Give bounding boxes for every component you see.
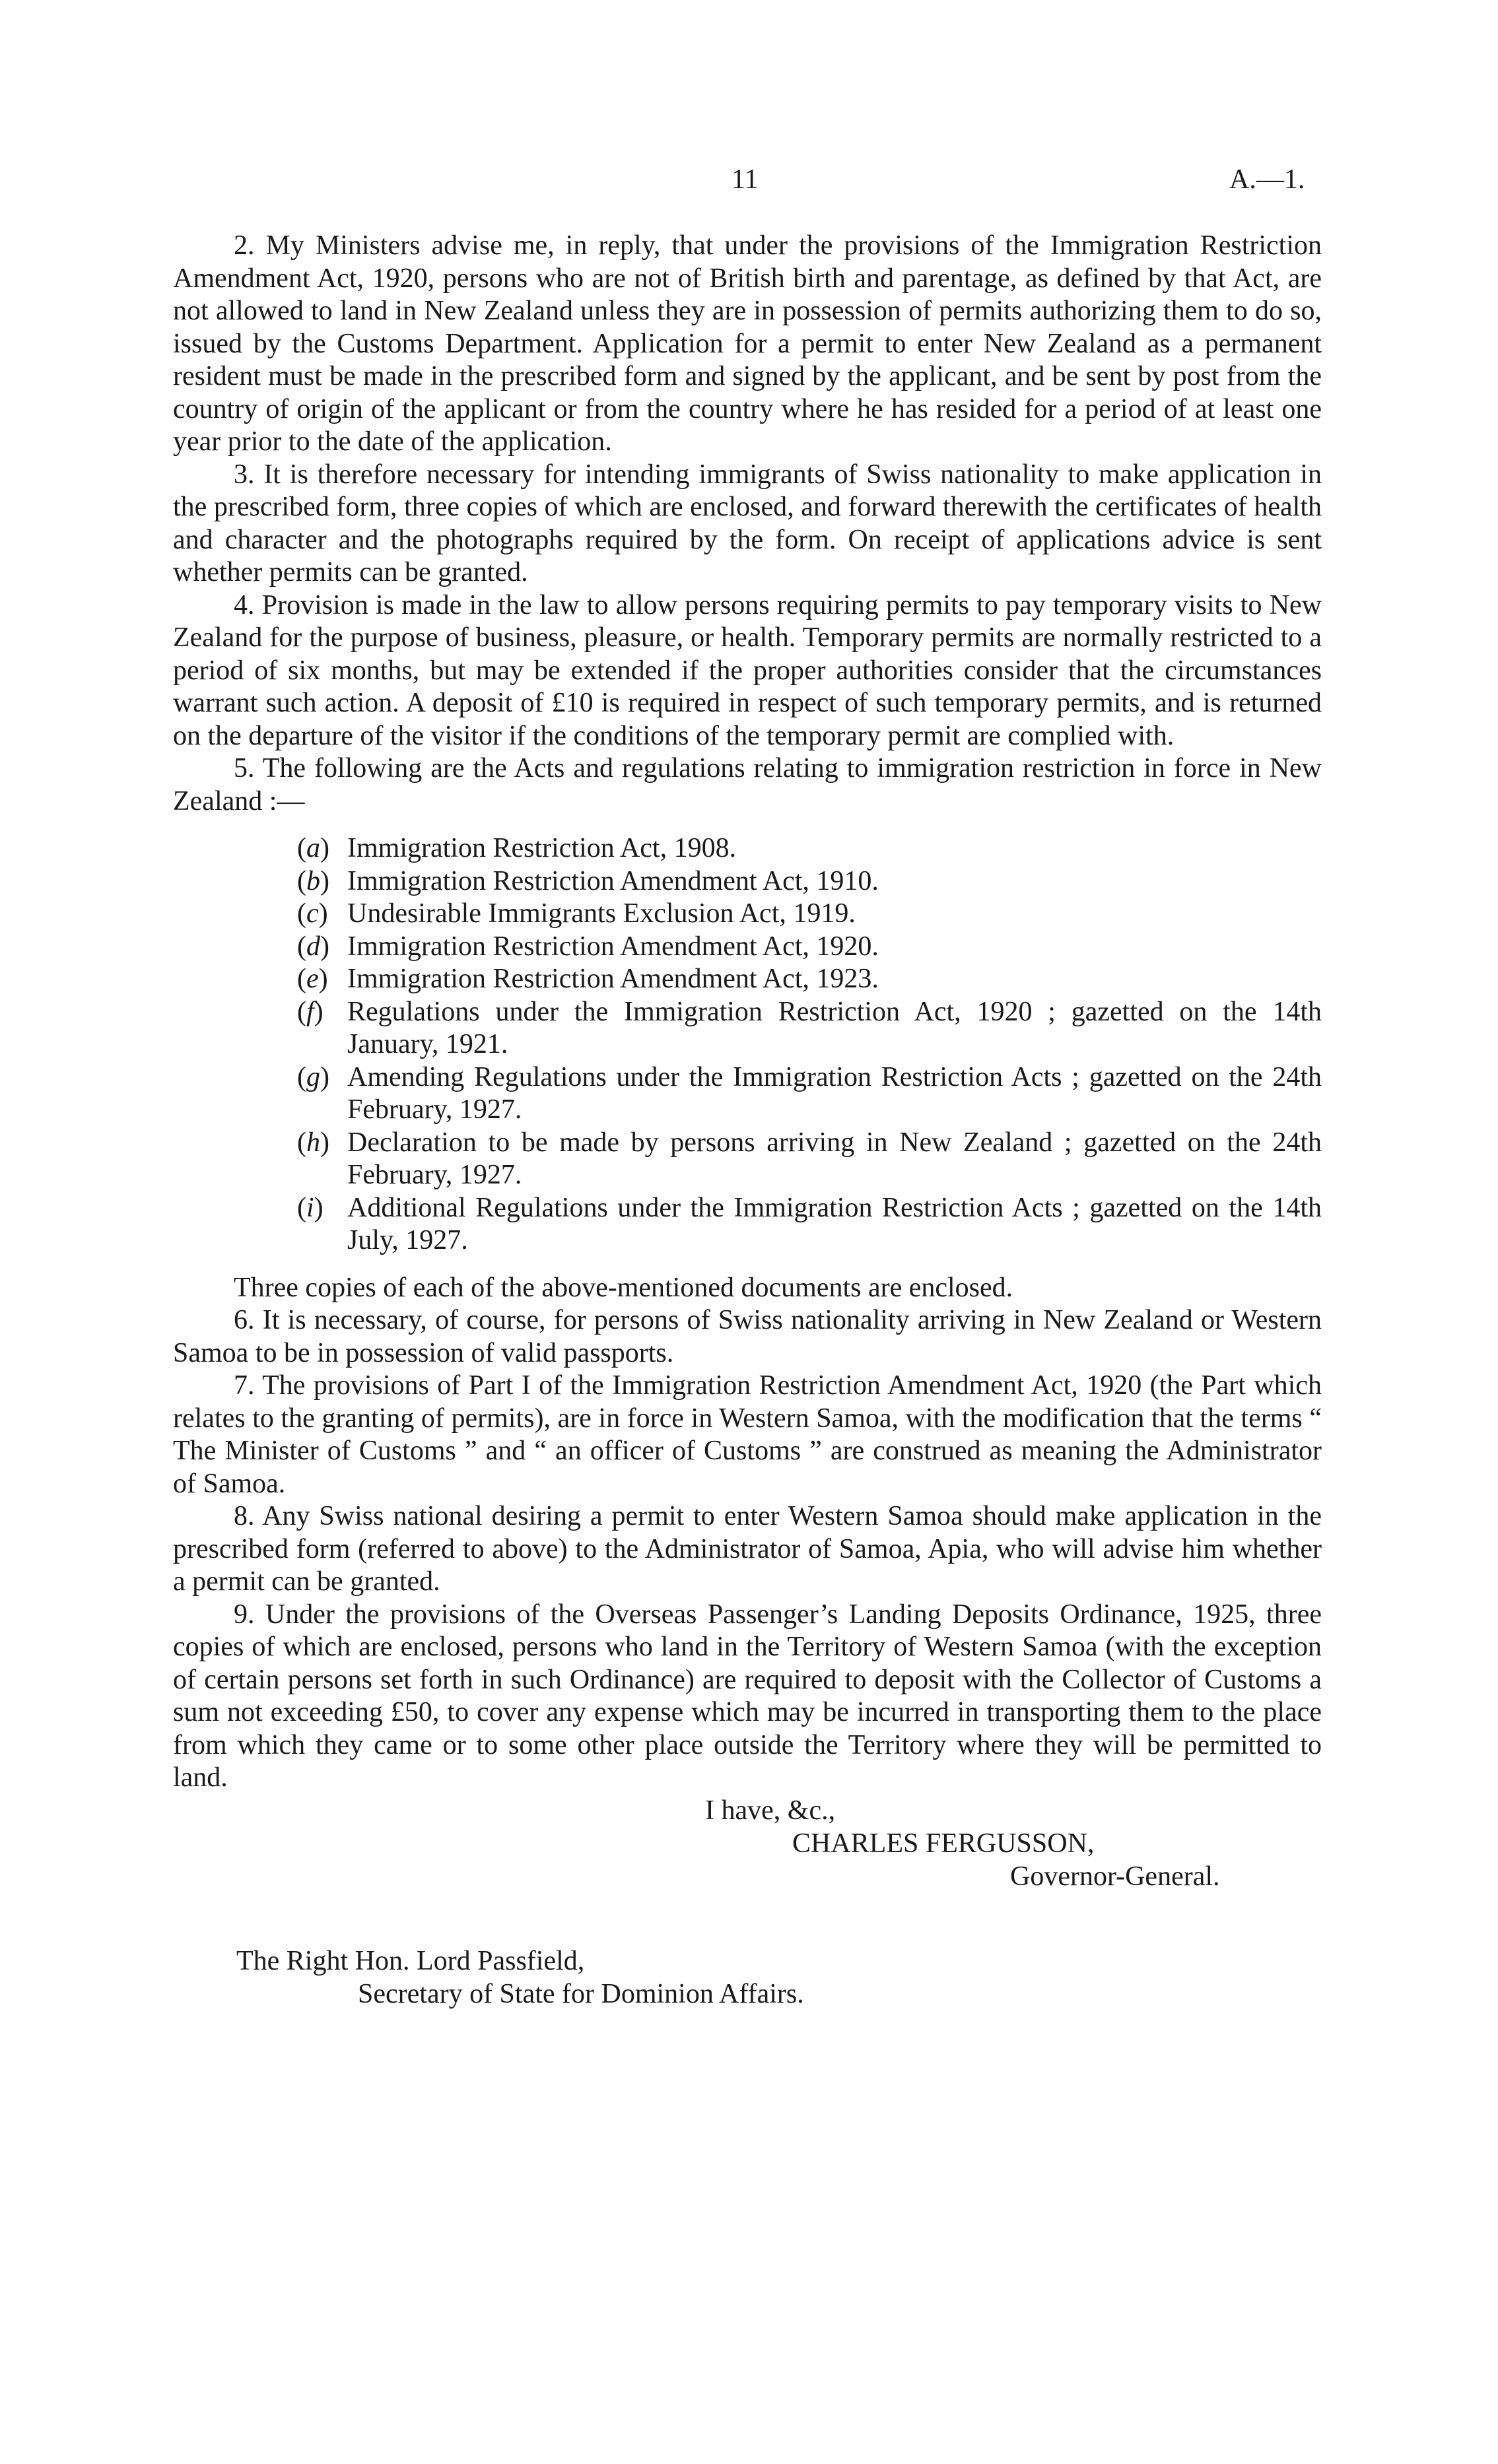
- closing-block: [173, 1795, 1322, 1933]
- document-reference: A.—1.: [1229, 164, 1305, 195]
- paragraph-3: 3. It is therefore necessary for intending immigrants of Swiss nationality to make application in the prescribed form, three copies of which are enclosed, and forward therewith the certificates of health and character and the photographs required by the form. On receipt of applications advice is sent whether permits can be granted.: [173, 459, 1322, 587]
- paragraph-7: 7. The provisions of Part I of the Immigration Restriction Amendment Act, 1920 (the Part which relates to the granting of permits), are in force in Western Samoa, with the modification that the terms “ The Minister of Customs ” and “ an officer of Customs ” are construed as meaning the Administrator of Samoa.: [173, 1370, 1322, 1499]
- page-header: [0, 164, 1498, 203]
- closing-salutation: I have, &c.,: [705, 1795, 836, 1826]
- list-item: (a) Immigration Restriction Act, 1908.: [297, 833, 737, 863]
- addressee-office: Secretary of State for Dominion Affairs.: [358, 1978, 804, 2009]
- letter-body: [173, 230, 1322, 2024]
- addressee-name: The Right Hon. Lord Passfield,: [236, 1945, 585, 1976]
- list-item: (e) Immigration Restriction Amendment Act, 1923.: [297, 964, 879, 994]
- list-item: (i) Additional Regulations under the Immigration Restriction Acts ; gazetted on the 14th July, 1927.: [297, 1192, 1322, 1255]
- list-item: (b) Immigration Restriction Amendment Act, 1910.: [297, 865, 879, 896]
- page-number: 11: [732, 164, 759, 195]
- enclosure-note: Three copies of each of the above-mentioned documents are enclosed.: [234, 1272, 1013, 1303]
- list-item: (d) Immigration Restriction Amendment Act, 1920.: [297, 931, 879, 962]
- list-item: (f) Regulations under the Immigration Restriction Act, 1920 ; gazetted on the 14th January, 1921.: [297, 996, 1322, 1059]
- signatory-title: Governor-General.: [1010, 1861, 1220, 1892]
- paragraph-6: 6. It is necessary, of course, for persons of Swiss nationality arriving in New Zealand or Western Samoa to be in possession of valid passports.: [173, 1305, 1322, 1368]
- paragraph-9: 9. Under the provisions of the Overseas Passenger’s Landing Deposits Ordinance, 1925, three copies of which are enclosed, persons who land in the Territory of Western Samoa (with the exception of certain persons set forth in such Ordinance) are required to deposit with the Collector of Customs a sum not exceeding £50, to cover any expense which may be incurred in transporting them to the place from which they came or to some other place outside the Territory where they will be permitted to land.: [173, 1599, 1322, 1793]
- paragraph-2: 2. My Ministers advise me, in reply, that under the provisions of the Immigration Restriction Amendment Act, 1920, persons who are not of British birth and parentage, as defined by that Act, are not allowed to land in New Zealand unless they are in possession of permits authorizing them to do so, issued by the Customs Department. Application for a permit to enter New Zealand as a permanent resident must be made in the prescribed form and signed by the applicant, and be sent by post from the country of origin of the applicant or from the country where he has resided for a period of at least one year prior to the date of the application.: [173, 230, 1322, 457]
- signatory-name: CHARLES FERGUSSON,: [792, 1828, 1095, 1859]
- acts-list: [173, 832, 1322, 1257]
- paragraph-5: 5. The following are the Acts and regulations relating to immigration restriction in force in New Zealand :—: [173, 753, 1322, 816]
- list-item: (g) Amending Regulations under the Immigration Restriction Acts ; gazetted on the 24th February, 1927.: [297, 1061, 1322, 1125]
- paragraph-8: 8. Any Swiss national desiring a permit to enter Western Samoa should make application in the prescribed form (referred to above) to the Administrator of Samoa, Apia, who will advise him whether a permit can be granted.: [173, 1501, 1322, 1597]
- paragraph-4: 4. Provision is made in the law to allow persons requiring permits to pay temporary visits to New Zealand for the purpose of business, pleasure, or health. Temporary permits are normally restricted to a period of six months, but may be extended if the proper authorities consider that the circumstances warrant such action. A deposit of £10 is required in respect of such temporary permits, and is returned on the departure of the visitor if the conditions of the temporary permit are complied with.: [173, 589, 1322, 751]
- addressee-block: [173, 1945, 1322, 2024]
- list-item: (h) Declaration to be made by persons arriving in New Zealand ; gazetted on the 24th February, 1927.: [297, 1127, 1322, 1190]
- list-item: (c) Undesirable Immigrants Exclusion Act, 1919.: [297, 898, 856, 929]
